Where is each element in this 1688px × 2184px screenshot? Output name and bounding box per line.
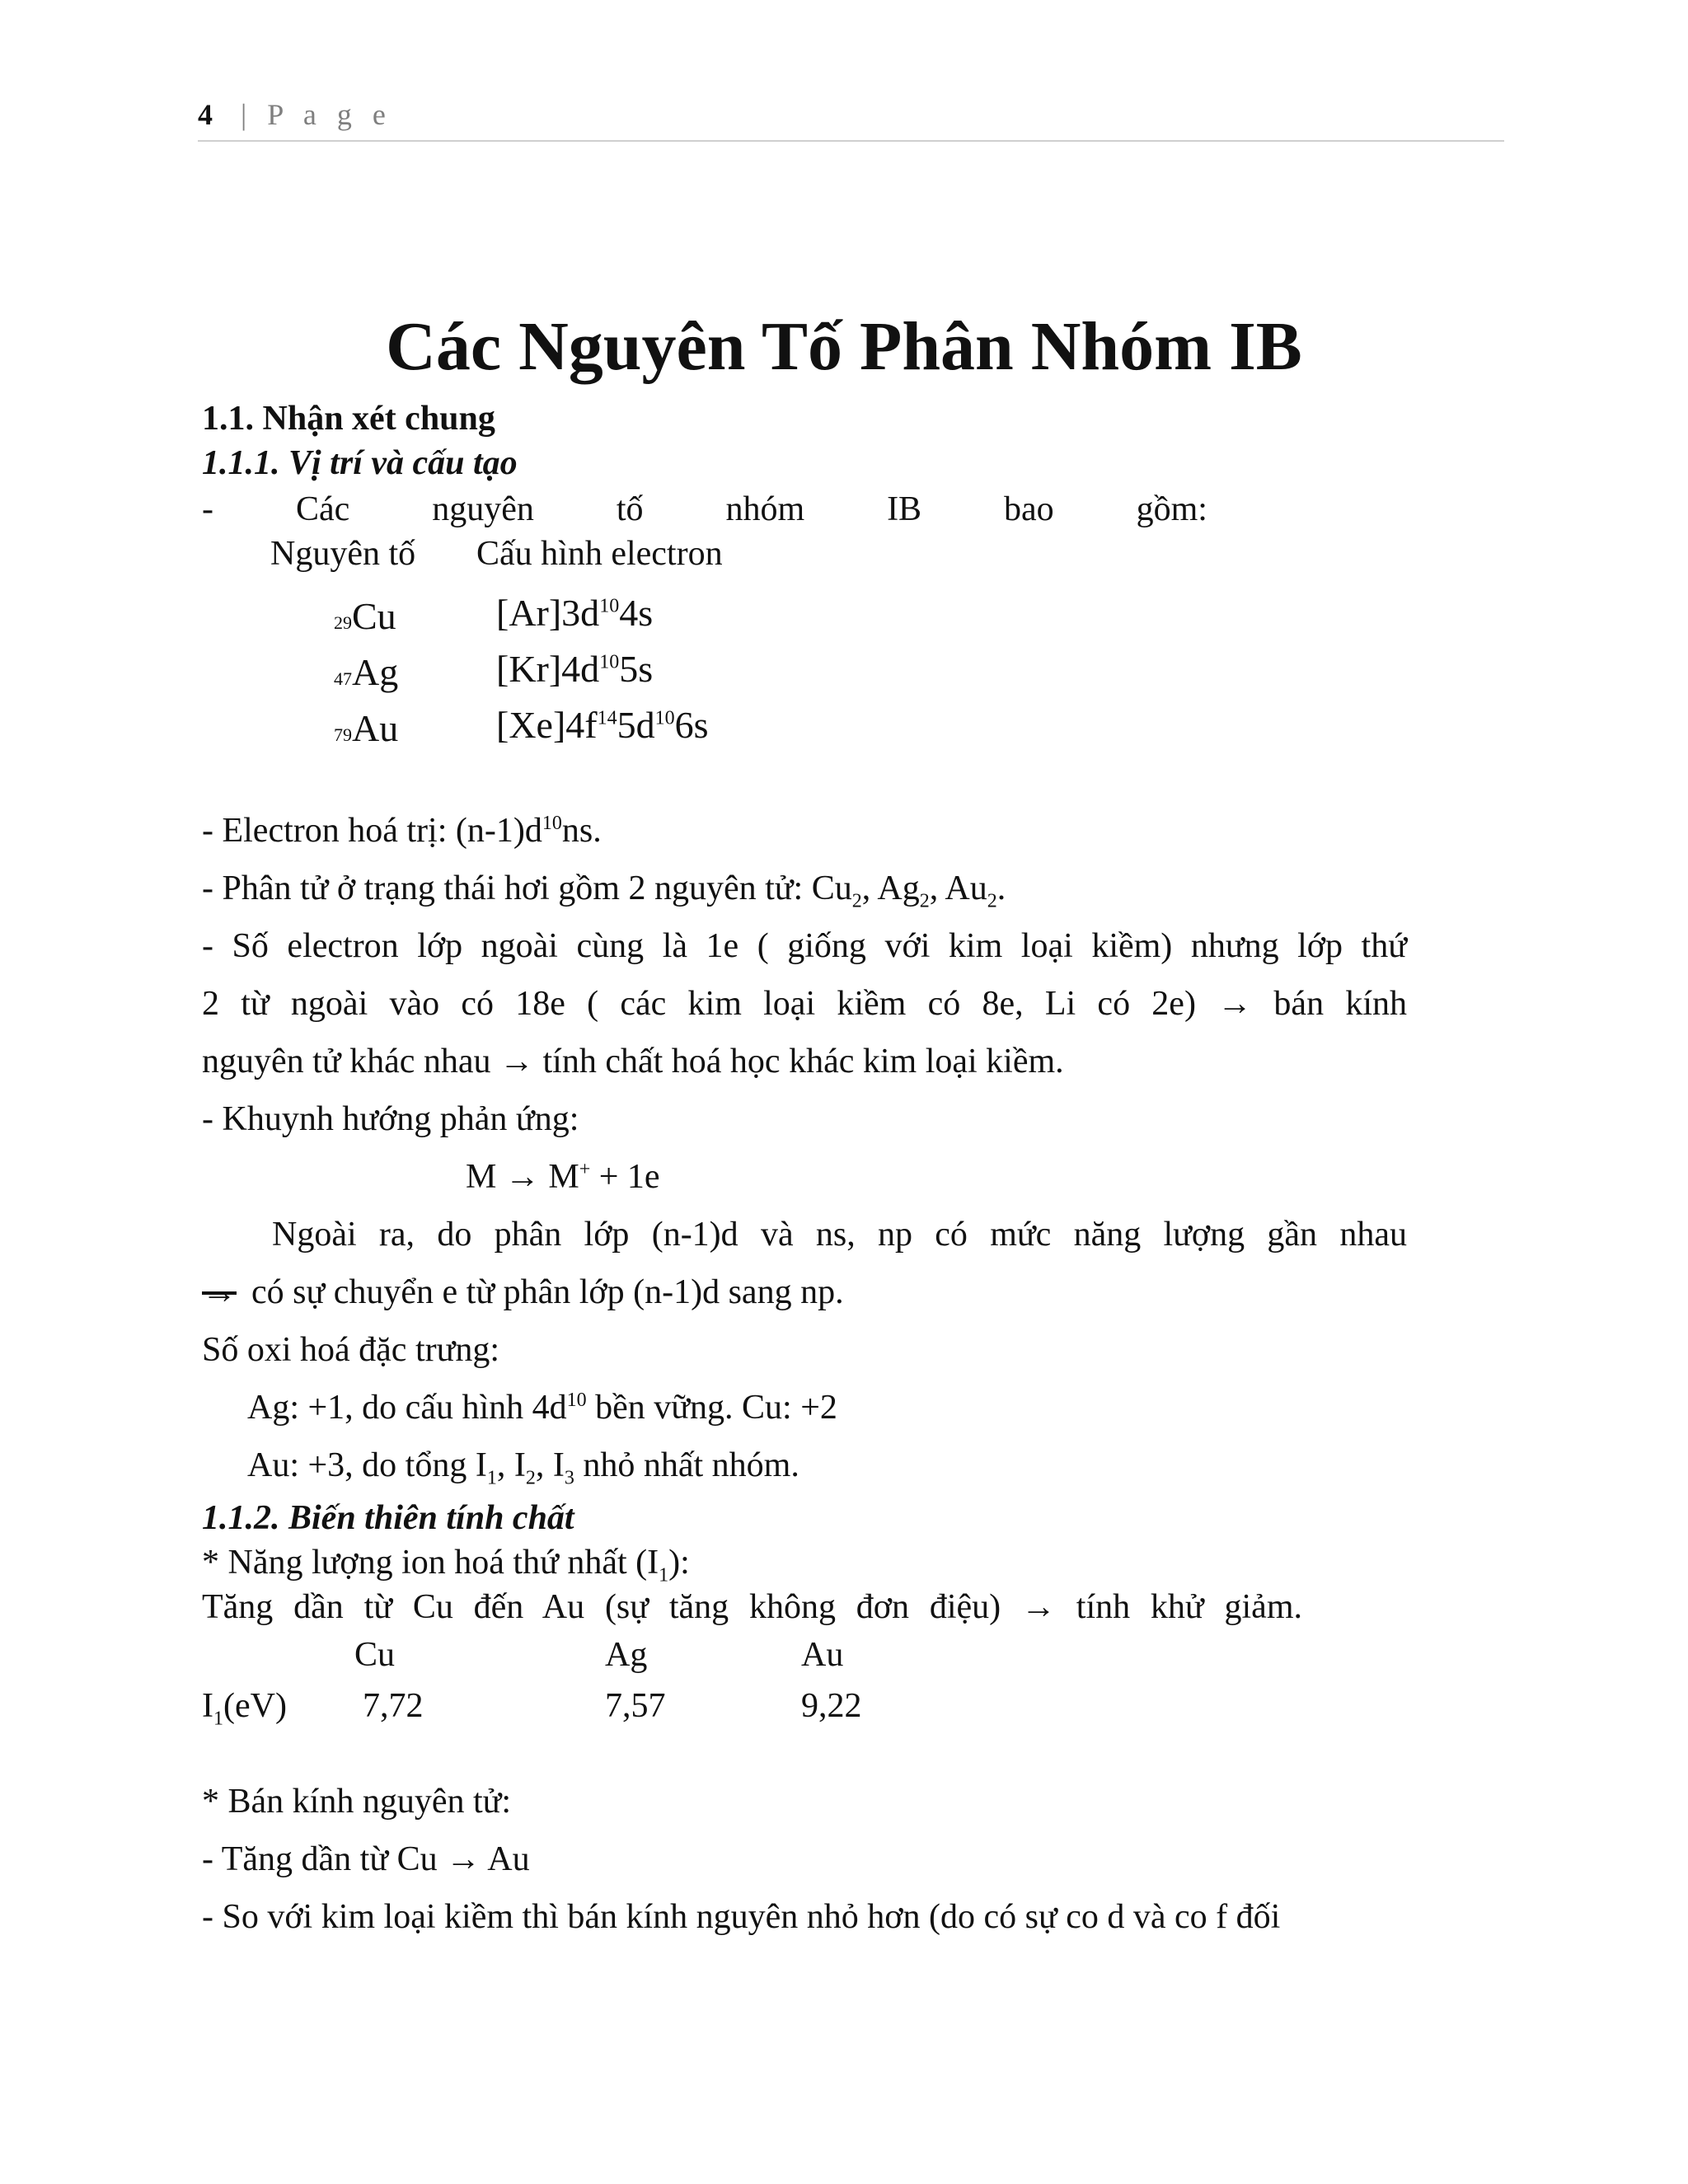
text: có sự chuyển e từ phân lớp (n-1)d sang np. bbox=[251, 1273, 844, 1311]
text: Au: +3, do tổng I bbox=[247, 1446, 487, 1484]
element-cu bbox=[334, 595, 396, 639]
text: , I bbox=[496, 1446, 526, 1484]
table-header-ag: Ag bbox=[605, 1636, 648, 1674]
config-text: 6s bbox=[674, 704, 709, 746]
paragraph-line: Ngoài ra, do phân lớp (n-1)d và ns, np có mức năng lượng gần nhau bbox=[272, 1216, 1407, 1254]
subsection-heading-1: 1.1.1. Vị trí và cấu tạo bbox=[202, 444, 518, 482]
text: , Ag bbox=[861, 869, 920, 907]
valence-line bbox=[202, 811, 602, 851]
config-sup: 10 bbox=[599, 651, 620, 673]
molecule-line bbox=[202, 869, 1006, 913]
text: I bbox=[202, 1687, 213, 1725]
config-text: 5d bbox=[617, 704, 655, 746]
text: ): bbox=[668, 1544, 690, 1582]
text: - Phân tử ở trạng thái hơi gồm 2 nguyên tử: Cu bbox=[202, 869, 852, 907]
text: bền vững. Cu: +2 bbox=[586, 1389, 837, 1427]
text: - Electron hoá trị: (n-1)d bbox=[202, 812, 542, 850]
element-au bbox=[334, 707, 398, 751]
config-text: [Ar]3d bbox=[496, 592, 600, 634]
element-symbol: Ag bbox=[352, 651, 399, 693]
intro-word: bao bbox=[1004, 490, 1054, 528]
intro-word: nhóm bbox=[725, 490, 805, 528]
tendency-line: - Khuynh hướng phản ứng: bbox=[202, 1100, 579, 1138]
arrow-symbol: → bbox=[202, 1273, 237, 1311]
text: , Au bbox=[929, 869, 987, 907]
config-sup: 10 bbox=[599, 595, 620, 617]
column-element-header: Nguyên tố bbox=[270, 535, 416, 573]
text: , I bbox=[535, 1446, 565, 1484]
page-header bbox=[198, 97, 1504, 142]
config-text: [Kr]4d bbox=[496, 648, 600, 690]
oxidation-ag bbox=[247, 1388, 837, 1427]
table-cell: 7,57 bbox=[605, 1687, 666, 1725]
text: * Năng lượng ion hoá thứ nhất (I bbox=[202, 1544, 659, 1582]
sub: 2 bbox=[987, 890, 997, 912]
paragraph-line: - Số electron lớp ngoài cùng là 1e ( giống với kim loại kiềm) nhưng lớp thứ bbox=[202, 927, 1407, 965]
sub: 1 bbox=[486, 1467, 497, 1489]
column-config-header: Cấu hình electron bbox=[476, 535, 723, 573]
intro-word: nguyên bbox=[432, 490, 534, 528]
atomic-number: 29 bbox=[334, 612, 352, 633]
config-cu bbox=[496, 592, 653, 635]
oxidation-title: Số oxi hoá đặc trưng: bbox=[202, 1331, 500, 1369]
table-cell: 7,72 bbox=[363, 1687, 424, 1725]
subsection-heading-2: 1.1.2. Biến thiên tính chất bbox=[202, 1499, 574, 1537]
text: ns. bbox=[561, 812, 602, 850]
config-au bbox=[496, 704, 709, 748]
config-text: 4s bbox=[619, 592, 654, 634]
config-text: 5s bbox=[619, 648, 654, 690]
radius-line: - Tăng dần từ Cu → Au bbox=[202, 1840, 530, 1878]
intro-word: IB bbox=[887, 490, 922, 528]
sub: 3 bbox=[564, 1467, 574, 1489]
config-sup: 14 bbox=[597, 707, 617, 729]
table-header-cu: Cu bbox=[354, 1636, 396, 1674]
config-sup: 10 bbox=[654, 707, 675, 729]
paragraph-line bbox=[202, 1272, 844, 1312]
text: + 1e bbox=[590, 1158, 660, 1196]
paragraph-line: nguyên tử khác nhau → tính chất hoá học khác kim loại kiềm. bbox=[202, 1043, 1064, 1080]
ionization-description: Tăng dần từ Cu đến Au (sự tăng không đơn điệu) → tính khử giảm. bbox=[202, 1588, 1302, 1626]
table-row-label bbox=[202, 1686, 287, 1731]
intro-word: - bbox=[202, 490, 213, 528]
radius-title: * Bán kính nguyên tử: bbox=[202, 1783, 512, 1821]
sub: 2 bbox=[525, 1467, 536, 1489]
intro-word: Các bbox=[295, 490, 350, 528]
sup: 10 bbox=[566, 1390, 587, 1411]
document-title: Các Nguyên Tố Phân Nhóm IB bbox=[386, 308, 1302, 385]
text: (eV) bbox=[223, 1687, 287, 1725]
atomic-number: 79 bbox=[334, 724, 352, 745]
atomic-number: 47 bbox=[334, 668, 352, 689]
element-symbol: Au bbox=[352, 707, 399, 749]
sub: 2 bbox=[919, 890, 930, 912]
config-ag bbox=[496, 648, 653, 691]
text: M → M bbox=[466, 1158, 579, 1196]
sup: 10 bbox=[542, 813, 562, 834]
section-heading: 1.1. Nhận xét chung bbox=[202, 400, 495, 438]
page-label: | P a g e bbox=[241, 98, 392, 131]
ionization-title bbox=[202, 1543, 690, 1587]
text: Ag: +1, do cấu hình 4d bbox=[247, 1389, 567, 1427]
sub: 1 bbox=[213, 1708, 223, 1730]
sub: 2 bbox=[851, 890, 862, 912]
sup: + bbox=[579, 1159, 591, 1180]
oxidation-au bbox=[247, 1446, 799, 1490]
config-text: [Xe]4f bbox=[496, 704, 598, 746]
text: nhỏ nhất nhóm. bbox=[574, 1446, 799, 1484]
text: . bbox=[996, 869, 1006, 907]
intro-word: tố bbox=[616, 490, 644, 528]
page-number: 4 bbox=[198, 98, 213, 131]
sub: 1 bbox=[659, 1564, 669, 1586]
reaction-equation bbox=[466, 1157, 660, 1197]
table-header-au: Au bbox=[801, 1636, 844, 1674]
element-symbol: Cu bbox=[352, 595, 396, 637]
element-ag bbox=[334, 651, 398, 695]
table-cell: 9,22 bbox=[801, 1687, 862, 1725]
intro-word: gồm: bbox=[1136, 490, 1207, 528]
paragraph-line: 2 từ ngoài vào có 18e ( các kim loại kiềm có 8e, Li có 2e) → bán kính bbox=[202, 985, 1407, 1023]
radius-line: - So với kim loại kiềm thì bán kính nguyên nhỏ hơn (do có sự co d và co f đối bbox=[202, 1898, 1281, 1936]
intro-line bbox=[202, 490, 1207, 529]
